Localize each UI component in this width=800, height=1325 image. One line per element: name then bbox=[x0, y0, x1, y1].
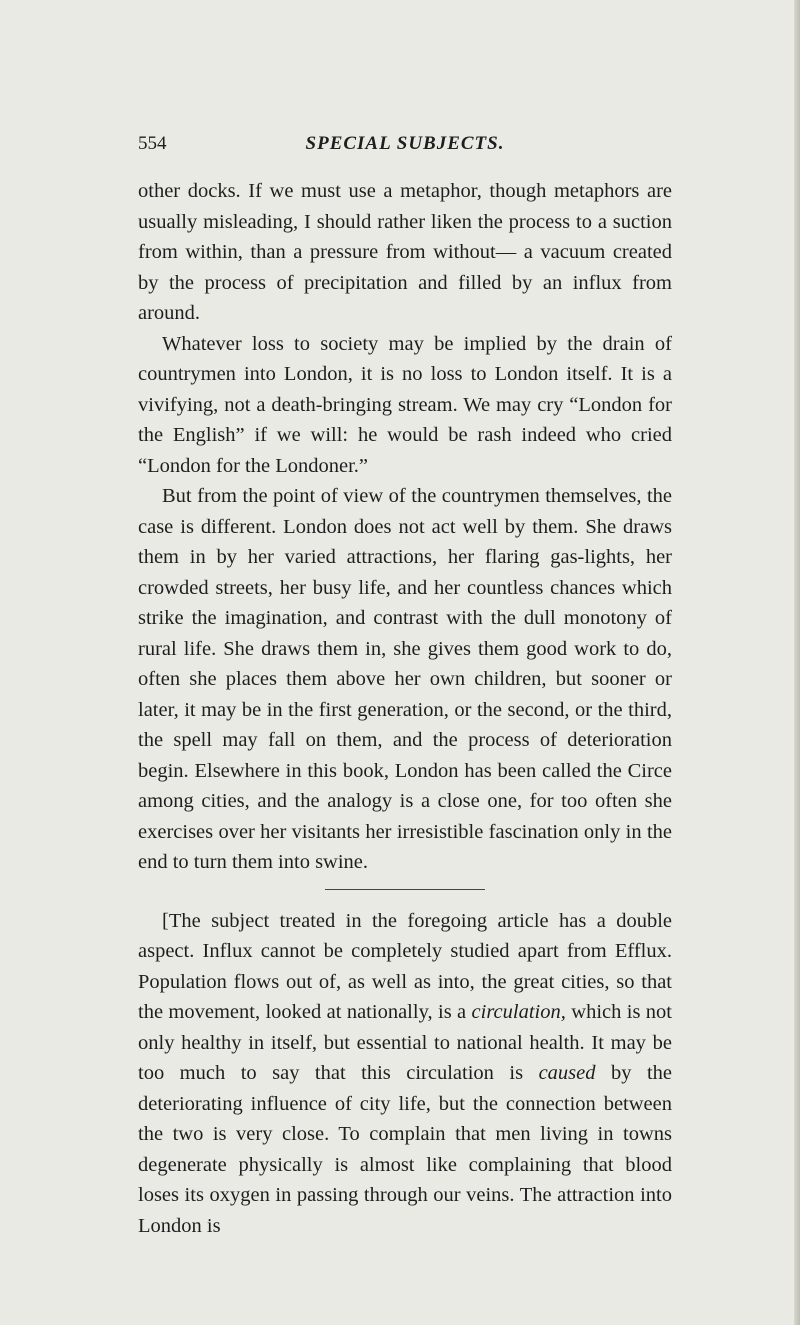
paragraph-1: other docks. If we must use a metaphor, though metaphors are usually misleading, I should rather liken the process to a suction from within, than a pressure from without— a vacuum created by the process of precipitation and filled by an influx from around. bbox=[138, 180, 672, 324]
paragraph-4-part-c: by the deteriorating influence of city life, but the connection between the two is very close. To complain that men living in towns degenerate physically is almost like complaining that blood loses its oxygen in passing through our veins. The attraction into London is bbox=[138, 1062, 673, 1237]
section-divider bbox=[325, 889, 485, 890]
paragraph-4-part-a: [The subject treated in the foregoing article has a double aspect. Influx cannot be completely studied apart from Efflux. Population flows out of, as well as into, the great cities, so that the movement, looked at nationally, is a bbox=[138, 909, 672, 1023]
paragraph-4 bbox=[138, 906, 672, 1242]
paragraph-3: But from the point of view of the countrymen themselves, the case is different. London does not act well by them. She draws them in by her varied attractions, her flaring gas-lights, her crowded streets, her busy life, and her countless chances which strike the imagination, and contrast with the dull monotony of rural life. She draws them in, she gives them good work to do, often she places them above her own children, but sooner or later, it may be in the first generation, or the second, or the third, the spell may fall on them, and the process of deterioration begin. Elsewhere in this book, London has been called the Circe among cities, and the analogy is a close one, for too often she exercises over her visitants her irresistible fascination only in the end to turn them into swine. bbox=[138, 485, 672, 873]
body-text bbox=[138, 176, 672, 1241]
paragraph-4-part-b: which is not only healthy in itself, but essential to national health. It may be too much to say that this circulation is bbox=[138, 1001, 673, 1084]
page-number: 554 bbox=[138, 133, 167, 154]
paragraph-4-italic-caused: caused bbox=[538, 1062, 596, 1084]
paragraph-4-italic-circulation: circulation, bbox=[471, 1001, 566, 1023]
paragraph-2: Whatever loss to society may be implied by the drain of countrymen into London, it is no loss to London itself. It is a vivifying, not a death-bringing stream. We may cry “London for the English” if we will: he would be rash indeed who cried “London for the Londoner.” bbox=[138, 332, 672, 477]
page-header bbox=[138, 133, 672, 163]
page-edge bbox=[794, 0, 800, 1325]
running-title: SPECIAL SUBJECTS. bbox=[305, 133, 505, 154]
